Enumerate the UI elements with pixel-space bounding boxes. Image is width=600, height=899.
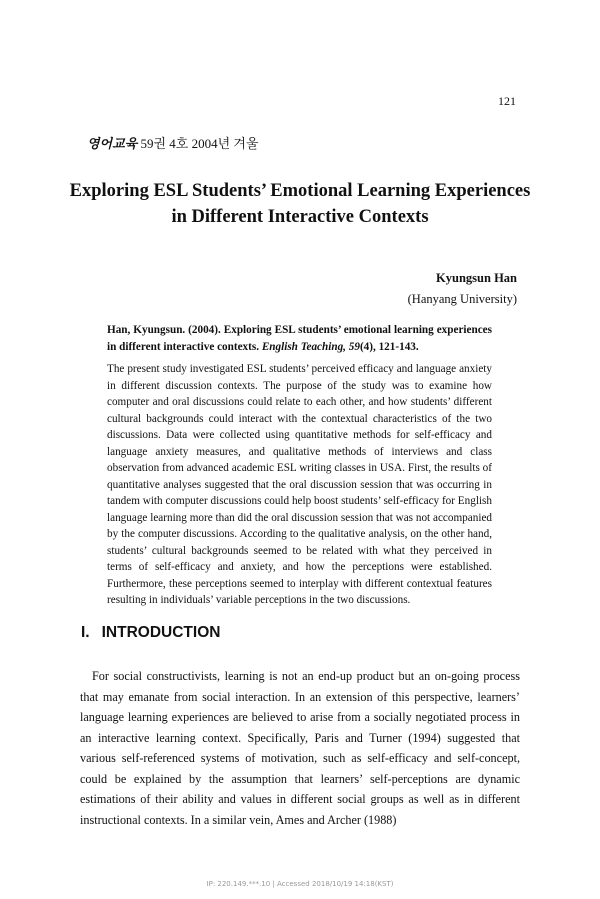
title-line-1: Exploring ESL Students’ Emotional Learning Experiences <box>69 181 531 201</box>
section-title: INTRODUCTION <box>101 624 221 641</box>
intro-paragraph: For social constructivists, learning is not an end-up product but an on-going process that may emanate from social interaction. In an extension of this perspective, learners’ language learning experiences are believed to arise from a socially negotiated process in an interactive learning context. Specifically, Paris and Turner (1994) suggested that various self-referenced systems of motivation, such as self-efficacy and self-concept, could be explained by the assumption that learners’ self-perceptions are dynamic estimations of their ability and values in different social groups as well as in different instructional contexts. In a similar vein, Ames and Archer (1988) <box>80 669 520 827</box>
author-affiliation: (Hanyang University) <box>407 292 517 306</box>
journal-name: 영어교육 <box>87 136 138 151</box>
section-heading <box>81 624 220 642</box>
author-name: Kyungsun Han <box>436 271 517 285</box>
citation-tail: (4), 121-143. <box>359 340 419 353</box>
abstract-block <box>107 322 492 609</box>
citation-journal: English Teaching, 59 <box>261 340 360 353</box>
citation-lead: Han, Kyungsun. (2004). Exploring ESL students’ emotional learning experiences in different interactive contexts. <box>107 324 492 353</box>
paper-title <box>60 178 540 230</box>
author-block <box>408 268 517 310</box>
journal-issue: 59권 4호 2004년 겨울 <box>140 136 259 151</box>
abstract-text: The present study investigated ESL students’ perceived efficacy and language anxiety in different discussion contexts. The purpose of the study was to examine how computer and oral discussions could relate to each other, and how students’ different cultural backgrounds could interact with the contextual characteristics of the two discussions. Data were collected using quantitative methods for self-efficacy and language anxiety measures, and qualitative methods of interviews and class observation from advanced academic ESL writing classes in USA. First, the results of quantitative analyses suggested that the oral discussion session that was occurring in tandem with computer discussions could help boost students’ self-efficacy for English language learning more than did the oral discussion session that was not accompanied by the computer discussions. According to the qualitative analysis, on the other hand, students’ cultural backgrounds seemed to be related with what they perceived in terms of self-efficacy and anxiety, and how the perceptions were established. Furthermore, these perceptions seemed to interplay with different contextual features resulting in individuals’ variable perceptions in the two discussions. <box>107 363 492 606</box>
section-number: I. <box>81 624 90 641</box>
access-footer: IP: 220.149.***.10 | Accessed 2018/10/19 14:18(KST) <box>206 880 394 888</box>
citation <box>107 322 492 355</box>
journal-header <box>87 133 259 152</box>
title-line-2: in Different Interactive Contexts <box>171 207 429 227</box>
page-number: 121 <box>498 94 516 108</box>
